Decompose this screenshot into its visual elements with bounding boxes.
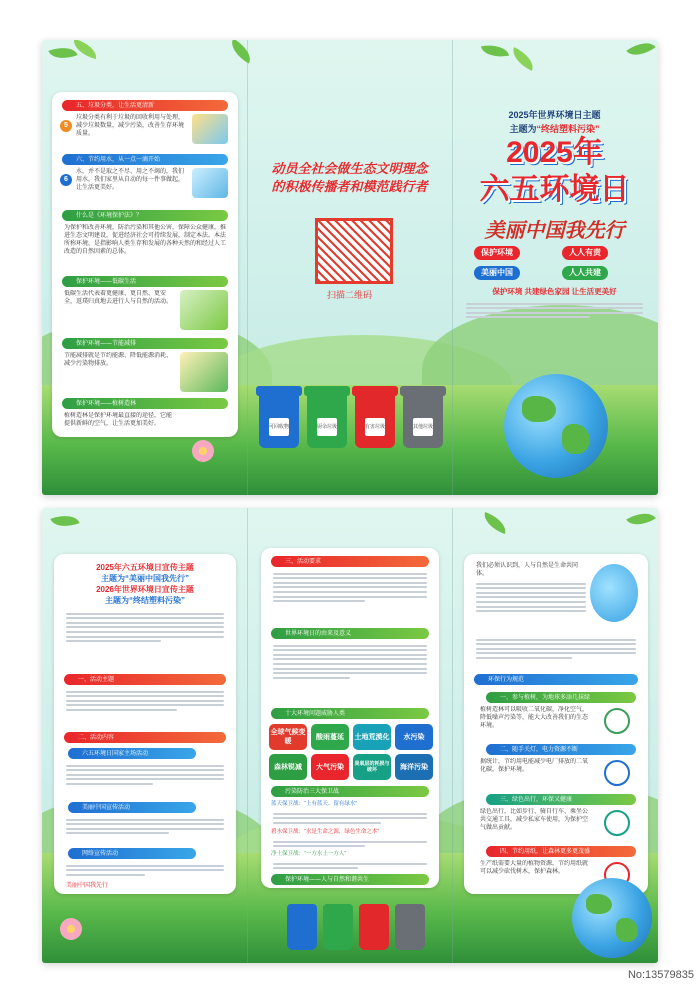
issue-tile: 水污染	[395, 724, 433, 750]
slogan-line: 的积极传播者和模范践行者	[271, 179, 428, 194]
continent	[562, 424, 590, 454]
section-title: 污染防治三大保卫战	[271, 786, 429, 797]
body-text	[466, 300, 643, 321]
header-line: 2026年世界环境日宣传主题	[96, 585, 194, 594]
title-year: 2025年	[506, 136, 603, 169]
section-title: 什么是《环境保护法》？	[62, 210, 228, 221]
header-line: 主题为“美丽中国我先行”	[101, 574, 189, 583]
brochure-outer-side	[42, 40, 658, 495]
bin-lid	[352, 386, 398, 396]
body-text	[273, 570, 427, 605]
panel-left	[42, 508, 247, 963]
other-waste-bin	[403, 392, 443, 448]
section-title: 六、节约用水，从一点一滴开始	[62, 154, 228, 165]
slogan-tag: 保护环境	[474, 246, 520, 260]
earth-globe	[504, 374, 608, 478]
earth-globe	[572, 878, 652, 958]
low-carbon-text: 低碳生活代表着更健康、更自然、更安全，返璞归真地去进行人与自然的活动。	[64, 291, 173, 305]
section-title: 保护环境——植树造林	[62, 398, 228, 409]
qr-code-placeholder[interactable]	[315, 218, 393, 284]
kitchen-waste-bin	[307, 392, 347, 448]
theme-line: 2025年世界环境日主题	[508, 110, 601, 120]
slogan-tag: 人人有责	[562, 246, 608, 260]
continent	[616, 918, 638, 942]
section-title: 十大环境问题威胁人类	[271, 708, 429, 719]
water-title: 碧水保卫战：“水是生命之源，绿色生命之本”	[271, 829, 380, 835]
subsection-title: 网络宣传活动	[68, 848, 196, 859]
action-text: 绿色出行，比如步行、骑自行车、乘坐公共交通工具，减少私家车使用，为保护空气做出贡献。	[480, 809, 589, 831]
brochure-inner-side	[42, 508, 658, 963]
section-title: 保护环境——节能减排	[62, 338, 228, 349]
bin-lid	[304, 386, 350, 396]
flower-decoration	[60, 918, 82, 940]
body-text	[66, 762, 224, 788]
issue-tile: 大气污染	[311, 754, 349, 780]
recyclable-bin	[287, 904, 317, 950]
recycling-illustration	[192, 114, 228, 144]
issue-tile: 酸雨蔓延	[311, 724, 349, 750]
body-text	[66, 862, 224, 878]
slogan-tag: 美丽中国	[474, 266, 520, 280]
subsection-title: 美丽中国宣传活动	[68, 802, 196, 813]
body-text	[476, 580, 586, 615]
calligraphy-title: 美丽中国我先行	[484, 220, 625, 242]
action-text: 生产纸需要大量的植物资源，节约用纸就可以减少砍伐树木，保护森林。	[480, 861, 589, 875]
issue-tile: 土地荒漠化	[353, 724, 391, 750]
continent	[586, 894, 612, 914]
action-title: 二、随手关灯，电力资源不断	[486, 744, 636, 755]
content-card	[54, 554, 236, 894]
issue-tile: 臭氧层的耗损与破坏	[353, 754, 391, 780]
low-carbon-illustration	[180, 290, 228, 330]
energy-text: 节能减排就是节约能源、降低能源消耗、减少污染物排放。	[64, 353, 173, 367]
action-text: 植树造林可以吸收二氧化碳，净化空气，降低噪声污染等，能大大改善我们的生态环境。	[480, 707, 589, 729]
number-badge: 5	[60, 120, 72, 132]
panel-cover	[452, 40, 657, 495]
section-title: 保护环境——低碳生活	[62, 276, 228, 287]
slogan-line: 动员全社会做生态文明理念	[271, 161, 428, 176]
body-text	[273, 838, 427, 850]
theme-line	[452, 122, 657, 135]
section-title: 环保行为规范	[474, 674, 638, 685]
panel-middle	[247, 508, 452, 963]
content-card	[261, 548, 439, 888]
lightbulb-icon	[604, 760, 630, 786]
issue-tile: 森林锐减	[269, 754, 307, 780]
body-text	[66, 816, 224, 837]
section-title: 一、活动主题	[64, 674, 226, 685]
action-title: 三、绿色出行，环保又健康	[486, 794, 636, 805]
qr-label: 扫描二维码	[326, 290, 372, 300]
recyclable-bin	[259, 392, 299, 448]
bin-label: 可回收物	[269, 418, 289, 436]
intro-text: 我们必须认识到，人与自然是生命共同体。	[476, 563, 579, 577]
blue-sky-title: 蓝天保卫战：“上有蓝天、留有绿水”	[271, 801, 358, 807]
body-text	[66, 688, 224, 714]
body-text	[273, 642, 427, 681]
issue-tile: 海洋污染	[395, 754, 433, 780]
header-block	[54, 562, 236, 606]
body-text	[66, 610, 224, 645]
issue-tile: 全球气候变暖	[269, 724, 307, 750]
body-text	[273, 810, 427, 826]
section-title: 五、垃圾分类，让生活更清新	[62, 100, 228, 111]
tree-text: 植树造林是保护环境最直接的途径，它能提供新鲜的空气，让生活更加美好。	[64, 413, 173, 427]
panel-right	[452, 508, 657, 963]
action-title: 一、参与植树，为地球多添几抹绿	[486, 692, 636, 703]
panel-middle	[247, 40, 452, 495]
body-text	[273, 860, 427, 872]
header-line: 2025年六五环境日宣传主题	[96, 563, 194, 572]
law-text: 为保护和改善环境，防治污染和其他公害，保障公众健康，推进生态文明建设，促进经济社会可持续发展，制定本法。本法所称环境，是指影响人类生存和发展的各种天然的和经过人工改造的自然因素的总体。	[64, 225, 226, 255]
header-line: 主题为“终结塑料污染”	[105, 596, 185, 605]
action-title: 四、节约用纸，让森林更多更茂盛	[486, 846, 636, 857]
slogan-tag: 人人共建	[562, 266, 608, 280]
content-card	[52, 92, 238, 437]
section-title: 三、活动要求	[271, 556, 429, 567]
cyclist-illustration	[180, 352, 228, 392]
bin-label: 其他垃圾	[413, 418, 433, 436]
bin-label: 厨余垃圾	[317, 418, 337, 436]
water-illustration	[192, 168, 228, 198]
item-text: 垃圾分类有利于垃圾的回收利用与处理，减少垃圾数量，减少污染，改善生存环境质量。	[76, 115, 185, 137]
body-text	[476, 636, 636, 662]
closing-text: 美丽中国我先行	[66, 883, 109, 889]
theme-quote: “终结塑料污染”	[536, 124, 600, 134]
action-text: 据统计，节约用电能减少电厂排放的二氧化碳，保护环境。	[480, 759, 589, 773]
bin-label: 有害垃圾	[365, 418, 385, 436]
title-main: 六五环境日	[479, 173, 630, 206]
section-title: 世界环境日的由来及意义	[271, 628, 429, 639]
bin-lid	[400, 386, 446, 396]
soil-title: 净土保卫战：“一方水土一方人”	[271, 851, 347, 857]
panel-left	[42, 40, 247, 495]
number-badge: 6	[60, 174, 72, 186]
flower-decoration	[192, 440, 214, 462]
bin-lid	[256, 386, 302, 396]
continent	[522, 396, 556, 422]
kitchen-waste-bin	[323, 904, 353, 950]
content-card	[464, 554, 648, 894]
earth-illustration	[590, 564, 638, 622]
bicycle-icon	[604, 810, 630, 836]
hazardous-bin	[359, 904, 389, 950]
other-waste-bin	[395, 904, 425, 950]
theme-prefix: 主题为	[509, 124, 537, 134]
subsection-title: 六五环境日国家主场活动	[68, 748, 196, 759]
image-id-watermark: No:13579835	[627, 969, 694, 981]
item-text: 水，并不是取之不尽、用之不竭的，我们用水，我们家里从自动的每一件事做起，让生活更美好。	[76, 169, 185, 191]
tagline: 保护环境 共建绿色家园 让生活更美好	[492, 287, 617, 296]
section-title: 二、活动内容	[64, 732, 226, 743]
hazardous-bin	[355, 392, 395, 448]
tree-planting-icon	[604, 708, 630, 734]
section-title: 保护环境——人与自然和谐共生	[271, 874, 429, 885]
slogan	[247, 160, 452, 196]
